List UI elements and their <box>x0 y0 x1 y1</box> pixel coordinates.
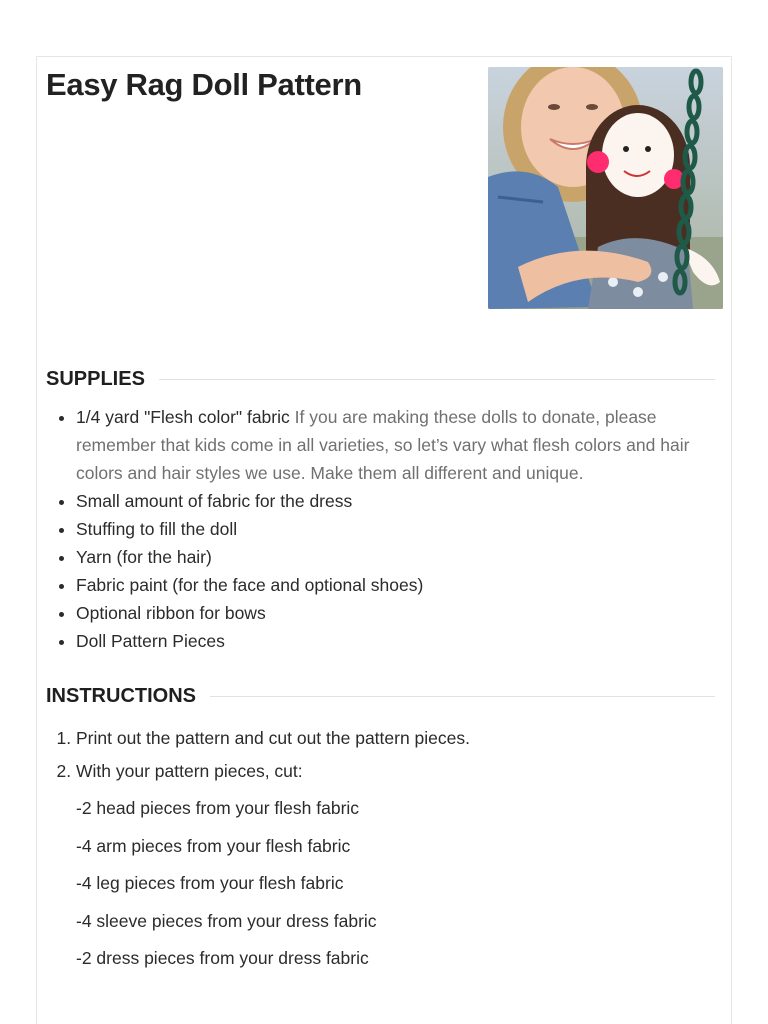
supply-item <box>76 571 716 599</box>
page-title: Easy Rag Doll Pattern <box>46 67 362 102</box>
instructions-section-header <box>46 685 715 708</box>
supply-item <box>76 543 716 571</box>
photo-illustration <box>488 67 723 309</box>
cut-list-item: -2 head pieces from your flesh fabric <box>76 798 360 818</box>
supply-item <box>76 403 716 487</box>
cut-list <box>76 794 716 972</box>
supplies-divider <box>159 379 715 380</box>
supplies-heading: SUPPLIES <box>46 368 145 390</box>
instructions-heading: INSTRUCTIONS <box>46 685 196 707</box>
supply-item <box>76 515 716 543</box>
cut-list-item: -4 leg pieces from your flesh fabric <box>76 873 344 893</box>
supply-item <box>76 599 716 627</box>
supply-item-text: Yarn (for the hair) <box>76 547 212 567</box>
supply-item-text: Optional ribbon for bows <box>76 603 266 623</box>
supplies-list <box>46 403 716 655</box>
recipe-card <box>36 56 732 1024</box>
supply-item-text: Fabric paint (for the face and optional shoes) <box>76 575 424 595</box>
supplies-section-header <box>46 368 715 391</box>
instructions-divider <box>210 696 715 697</box>
cut-list-item: -2 dress pieces from your dress fabric <box>76 948 369 968</box>
supply-item-text: Stuffing to fill the doll <box>76 519 238 539</box>
supply-item-note: If you are making these dolls to donate, please remember that kids come in all varieties, so let’s vary what flesh colors and hair colors and hair styles we use. Make them all different and unique. <box>76 407 690 483</box>
cut-list-item: -4 arm pieces from your flesh fabric <box>76 835 351 856</box>
instructions-list <box>46 724 716 982</box>
supply-item <box>76 487 716 515</box>
instruction-step-text: With your pattern pieces, cut: <box>76 761 303 781</box>
instruction-step-text: Print out the pattern and cut out the pattern pieces. <box>76 728 471 748</box>
supply-item-text: Small amount of fabric for the dress <box>76 491 353 511</box>
supply-item-text: Doll Pattern Pieces <box>76 631 225 651</box>
supply-item-text: 1/4 yard "Flesh color" fabric <box>76 407 290 427</box>
instruction-step <box>76 724 716 752</box>
supply-item <box>76 627 716 655</box>
instruction-step <box>76 757 716 972</box>
girl-with-rag-doll-photo <box>488 67 723 309</box>
cut-list-item: -4 sleeve pieces from your dress fabric <box>76 910 377 931</box>
